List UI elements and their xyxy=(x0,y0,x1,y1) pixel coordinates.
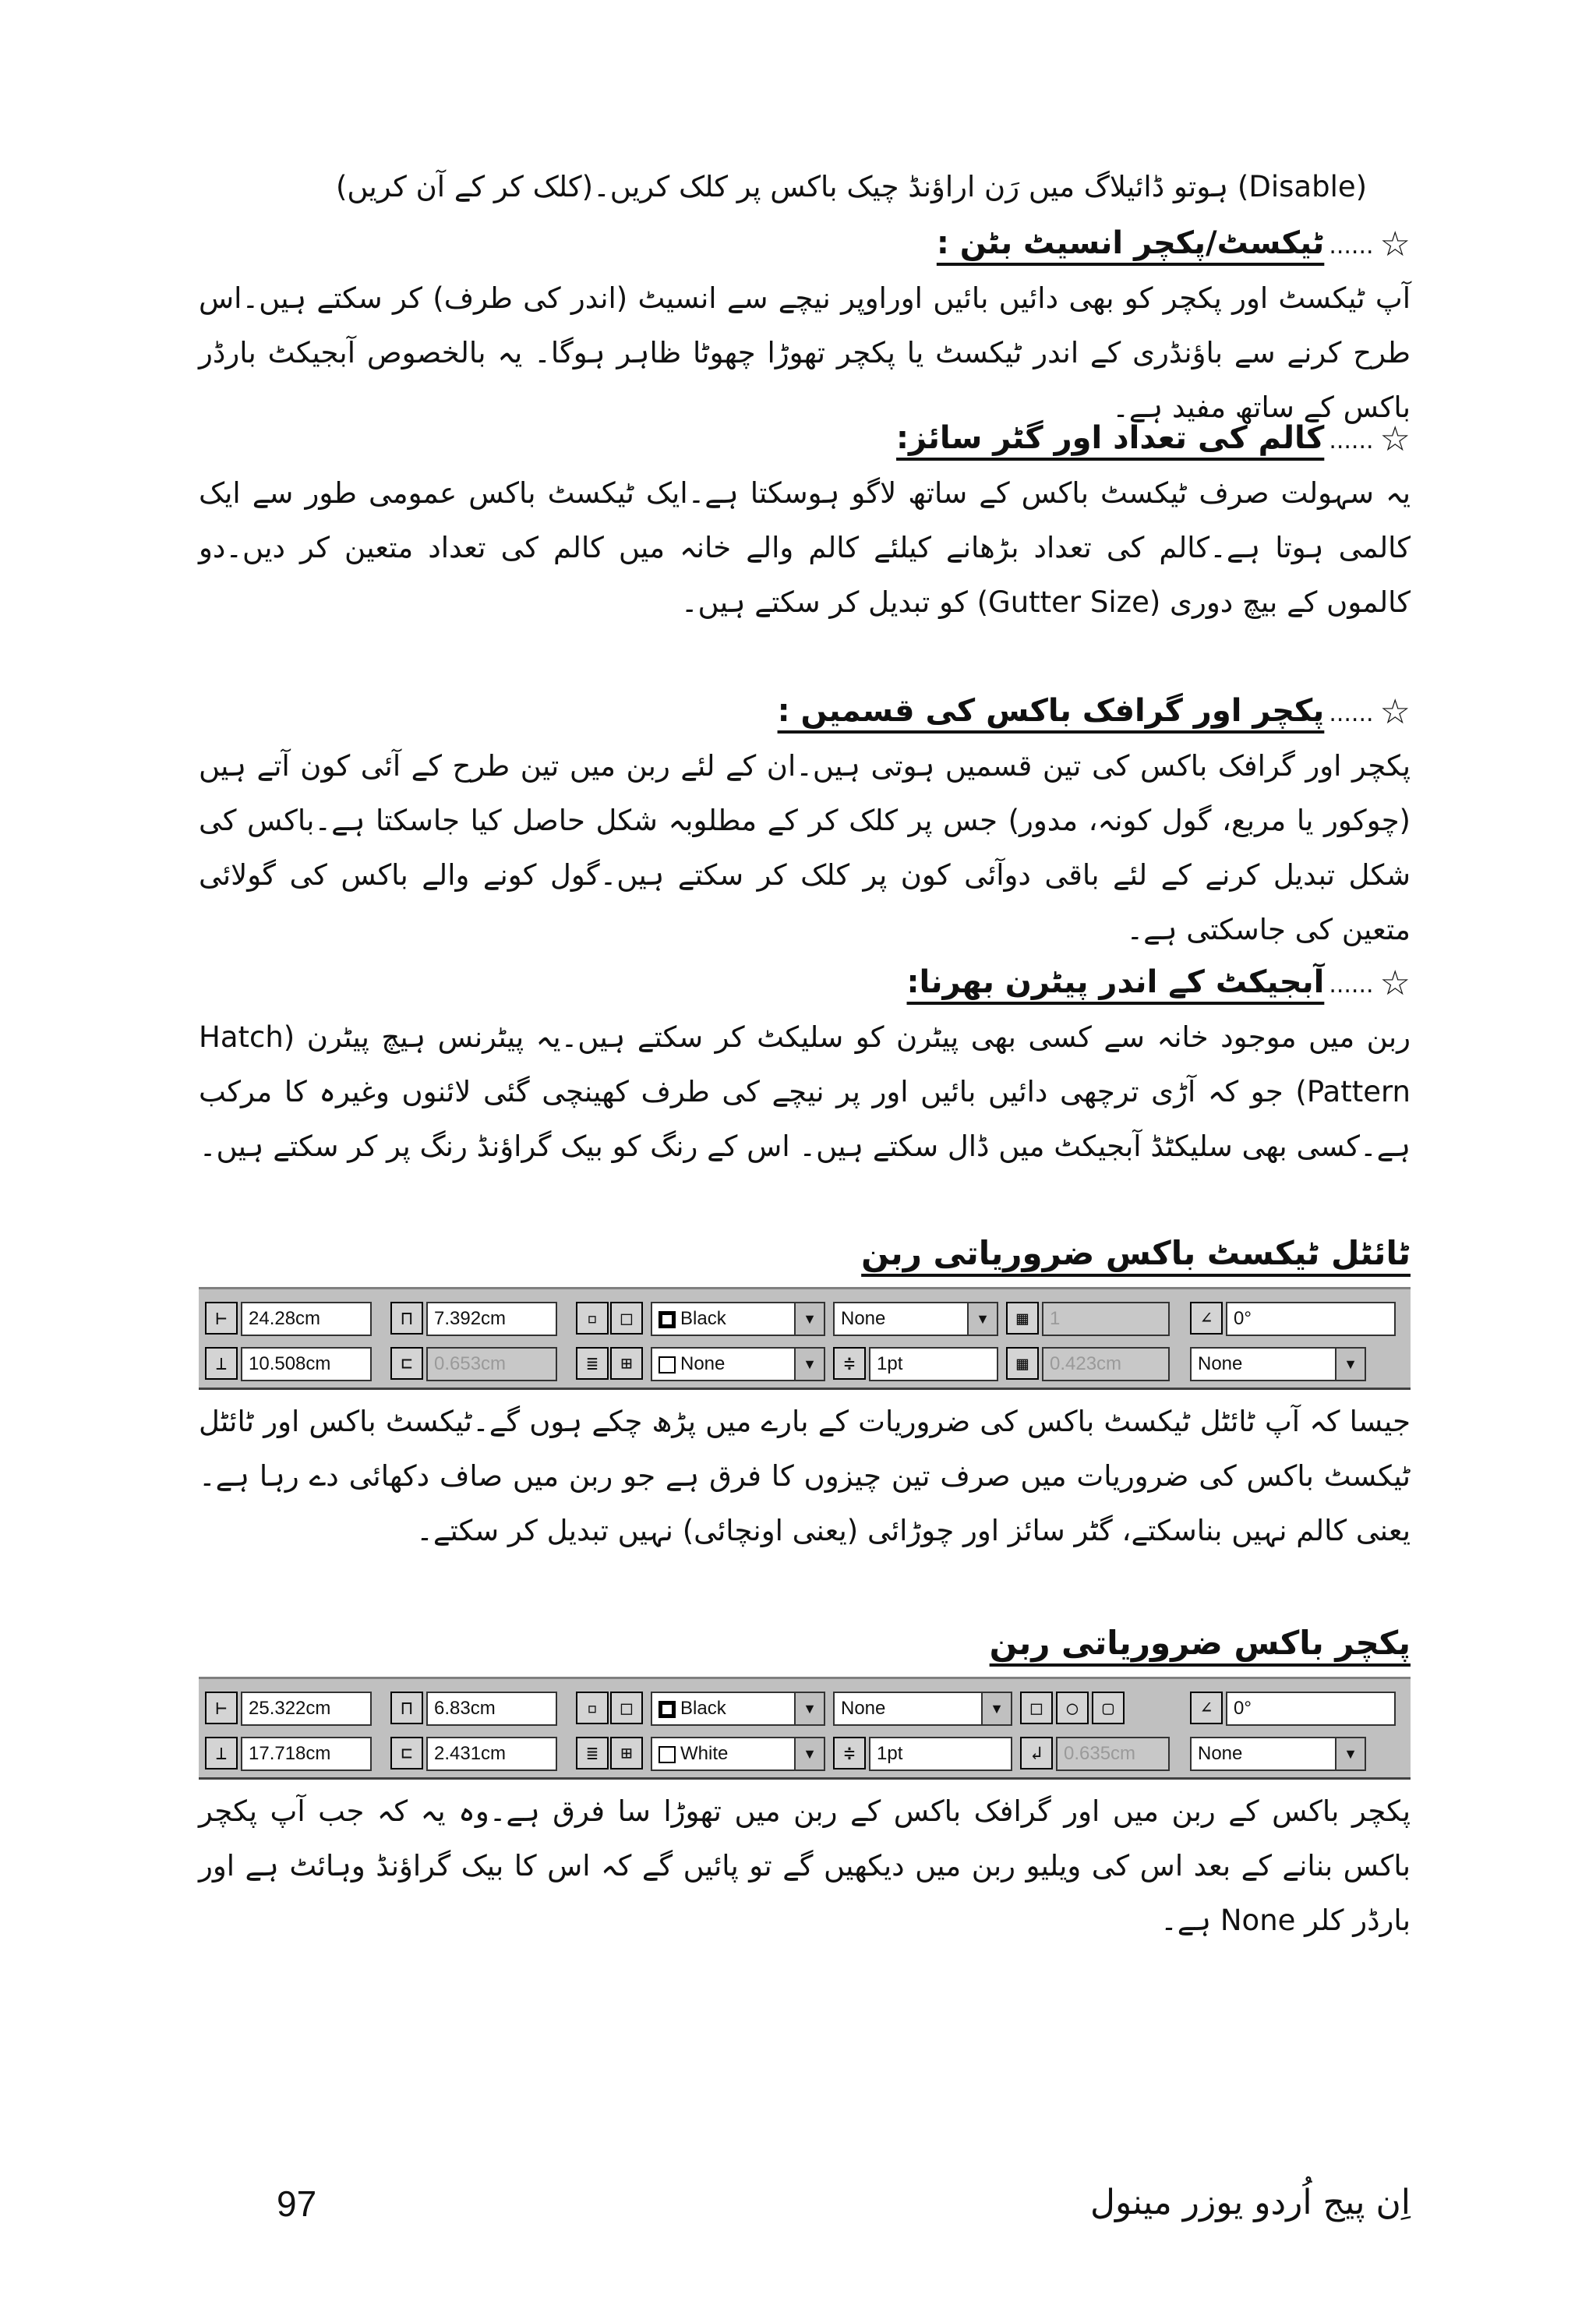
text-inset-icon[interactable]: ≣ xyxy=(576,1737,609,1769)
width-field[interactable]: 6.83cm xyxy=(426,1692,557,1726)
x-field[interactable]: 25.322cm xyxy=(241,1692,372,1726)
section-inset xyxy=(199,218,1411,435)
inset-small-icon[interactable]: ▫ xyxy=(576,1692,609,1724)
line-width-field[interactable]: 1pt xyxy=(869,1737,1012,1771)
height-icon: ⊏ xyxy=(390,1347,423,1380)
picture-inset-icon[interactable]: ⊞ xyxy=(610,1347,643,1380)
angle-field[interactable]: 0° xyxy=(1226,1692,1396,1726)
bg-color-select[interactable]: White ▼ xyxy=(651,1737,825,1771)
section-patterns xyxy=(199,957,1411,1174)
intro-line: (Disable) ہوتو ڈائیلاگ میں رَن اراؤنڈ چیک باکس پر کلک کریں۔(کلک کر کے آن کریں) xyxy=(335,170,1368,203)
bg-color-select[interactable]: None ▼ xyxy=(651,1347,825,1381)
width-field[interactable]: 7.392cm xyxy=(426,1302,557,1336)
picture-ribbon-section xyxy=(199,1617,1411,1948)
runaround-select[interactable]: None ▼ xyxy=(1190,1347,1366,1381)
line-width-icon: ≑ xyxy=(833,1347,866,1380)
title-ribbon-heading: ٹائٹل ٹیکسٹ باکس ضروریاتی ربن xyxy=(861,1234,1411,1272)
star-icon: ☆ xyxy=(1379,224,1411,264)
chevron-down-icon: ▼ xyxy=(794,1738,824,1769)
rounded-corner-box-icon[interactable]: ▢ xyxy=(1092,1692,1125,1724)
section-heading: ☆......آبجیکٹ کے اندر پیٹرن بھرنا: xyxy=(906,963,1411,1003)
line-width-icon: ≑ xyxy=(833,1737,866,1769)
inset-large-icon[interactable]: □ xyxy=(610,1302,643,1335)
corner-radius-field[interactable]: 0.635cm xyxy=(1056,1737,1170,1771)
picture-inset-icon[interactable]: ⊞ xyxy=(610,1737,643,1769)
chevron-down-icon: ▼ xyxy=(967,1303,997,1335)
intro-block xyxy=(199,160,1411,214)
frame-swatch xyxy=(659,1311,676,1328)
star-icon: ☆ xyxy=(1379,419,1411,459)
line-style-select[interactable]: None ▼ xyxy=(833,1692,1012,1726)
text-inset-icon[interactable]: ≣ xyxy=(576,1347,609,1380)
bg-swatch xyxy=(659,1356,676,1373)
y-origin-icon: ⊥ xyxy=(205,1737,238,1769)
height-icon: ⊏ xyxy=(390,1737,423,1769)
line-style-select[interactable]: None ▼ xyxy=(833,1302,998,1336)
chevron-down-icon: ▼ xyxy=(981,1693,1011,1724)
y-origin-icon: ⊥ xyxy=(205,1347,238,1380)
angle-icon: ∠ xyxy=(1190,1302,1223,1335)
width-icon: ⊓ xyxy=(390,1692,423,1724)
y-field[interactable]: 17.718cm xyxy=(241,1737,372,1771)
x-origin-icon: ⊢ xyxy=(205,1692,238,1724)
section-box-types xyxy=(199,686,1411,957)
bg-swatch xyxy=(659,1746,676,1763)
inset-small-icon[interactable]: ▫ xyxy=(576,1302,609,1335)
chevron-down-icon: ▼ xyxy=(794,1303,824,1335)
star-icon: ☆ xyxy=(1379,963,1411,1003)
corner-radius-icon: ↲ xyxy=(1020,1737,1053,1769)
book-title: اِن پیج اُردو یوزر مینول xyxy=(1089,2183,1411,2222)
chevron-down-icon: ▼ xyxy=(1335,1349,1365,1380)
columns-field[interactable]: 1 xyxy=(1042,1302,1170,1336)
frame-color-select[interactable]: Black ▼ xyxy=(651,1302,825,1336)
gutter-field[interactable]: 0.423cm xyxy=(1042,1347,1170,1381)
section-heading: ☆......پکچر اور گرافک باکس کی قسمیں : xyxy=(777,692,1411,732)
section-heading: ☆......ٹیکسٹ/پکچر انسیٹ بٹن : xyxy=(936,224,1411,264)
columns-icon: ▦ xyxy=(1006,1302,1039,1335)
angle-field[interactable]: 0° xyxy=(1226,1302,1396,1336)
picture-ribbon-body: پکچر باکس کے ربن میں اور گرافک باکس کے ربن میں تھوڑا سا فرق ہے۔وہ یہ کہ جب آپ پکچر باکس بنانے کے بعد اس کی ویلیو ربن میں دیکھیں گے تو پائیں گے کہ اس کا بیک گراؤنڈ وہائٹ ہے اور بارڈر کلر None ہے۔ xyxy=(199,1794,1411,1937)
chevron-down-icon: ▼ xyxy=(794,1349,824,1380)
title-ribbon-body: جیسا کہ آپ ٹائٹل ٹیکسٹ باکس کی ضروریات کے بارے میں پڑھ چکے ہوں گے۔ٹیکسٹ باکس اور ٹائٹل ٹیکسٹ باکس کی ضروریات میں صرف تین چیزوں کا فرق ہے جو ربن میں صاف دکھائی دے رہا ہے۔یعنی کالم نہیں بناسکتے، گٹر سائز اور چوڑائی (یعنی اونچائی) نہیں تبدیل کر سکتے۔ xyxy=(199,1405,1411,1547)
section-body: پکچر اور گرافک باکس کی تین قسمیں ہوتی ہیں۔ان کے لئے ربن میں تین طرح کے آئی کون آتے ہیں (چوکور یا مربع، گول کونہ، مدور) جس پر کلک کر کے مطلوبہ شکل حاصل کیا جاسکتا ہے۔باکس کی شکل تبدیل کرنے کے لئے باقی دوآئی کون پر کلک کر سکتے ہیں۔گول کونے والے باکس کی گولائی متعین کی جاسکتی ہے۔ xyxy=(199,749,1411,946)
width-icon: ⊓ xyxy=(390,1302,423,1335)
frame-color-select[interactable]: Black ▼ xyxy=(651,1692,825,1726)
square-box-icon[interactable]: □ xyxy=(1020,1692,1053,1724)
title-ribbon-toolbar xyxy=(199,1287,1411,1390)
picture-ribbon-toolbar xyxy=(199,1677,1411,1780)
line-width-field[interactable]: 1pt xyxy=(869,1347,998,1381)
y-field[interactable]: 10.508cm xyxy=(241,1347,372,1381)
section-body: آپ ٹیکسٹ اور پکچر کو بھی دائیں بائیں اوراوپر نیچے سے انسیٹ (اندر کی طرف) کر سکتے ہیں۔اس طرح کرنے سے باؤنڈری کے اندر ٹیکسٹ یا پکچر تھوڑا چھوٹا ظاہر ہوگا۔ یہ بالخصوص آبجیکٹ بارڈر باکس کے ساتھ مفید ہے۔ xyxy=(199,281,1411,424)
page-footer xyxy=(199,2183,1411,2245)
section-body: ربن میں موجود خانہ سے کسی بھی پیٹرن کو سلیکٹ کر سکتے ہیں۔یہ پیٹرنس ہیچ پیٹرن (Hatch Pattern) جو کہ آڑی ترچھی دائیں بائیں اور پر نیچے کی طرف کھینچی گئی لائنوں وغیرہ کا مرکب ہے۔کسی بھی سلیکٹڈ آبجیکٹ میں ڈال سکتے ہیں۔ اس کے رنگ کو بیک گراؤنڈ رنگ پر کر سکتے ہیں۔ xyxy=(199,1020,1411,1163)
page-number: 97 xyxy=(277,2183,317,2224)
chevron-down-icon: ▼ xyxy=(794,1693,824,1724)
title-ribbon-section xyxy=(199,1228,1411,1558)
section-columns xyxy=(199,413,1411,630)
gutter-icon: ▦ xyxy=(1006,1347,1039,1380)
star-icon: ☆ xyxy=(1379,692,1411,732)
height-field[interactable]: 0.653cm xyxy=(426,1347,557,1381)
angle-icon: ∠ xyxy=(1190,1692,1223,1724)
section-heading: ☆......کالم کی تعداد اور گٹر سائز: xyxy=(896,419,1411,459)
frame-swatch xyxy=(659,1701,676,1718)
x-field[interactable]: 24.28cm xyxy=(241,1302,372,1336)
x-origin-icon: ⊢ xyxy=(205,1302,238,1335)
section-body: یہ سہولت صرف ٹیکسٹ باکس کے ساتھ لاگو ہوسکتا ہے۔ایک ٹیکسٹ باکس عمومی طور سے ایک کالمی ہوتا ہے۔کالم کی تعداد بڑھانے کیلئے کالم والے خانہ میں کالم کی تعداد متعین کر دیں۔دو کالموں کے بیچ دوری (Gutter Size) کو تبدیل کر سکتے ہیں۔ xyxy=(199,476,1411,619)
round-box-icon[interactable]: ○ xyxy=(1056,1692,1089,1724)
height-field[interactable]: 2.431cm xyxy=(426,1737,557,1771)
picture-ribbon-heading: پکچر باکس ضروریاتی ربن xyxy=(989,1624,1411,1662)
runaround-select[interactable]: None ▼ xyxy=(1190,1737,1366,1771)
inset-large-icon[interactable]: □ xyxy=(610,1692,643,1724)
chevron-down-icon: ▼ xyxy=(1335,1738,1365,1769)
